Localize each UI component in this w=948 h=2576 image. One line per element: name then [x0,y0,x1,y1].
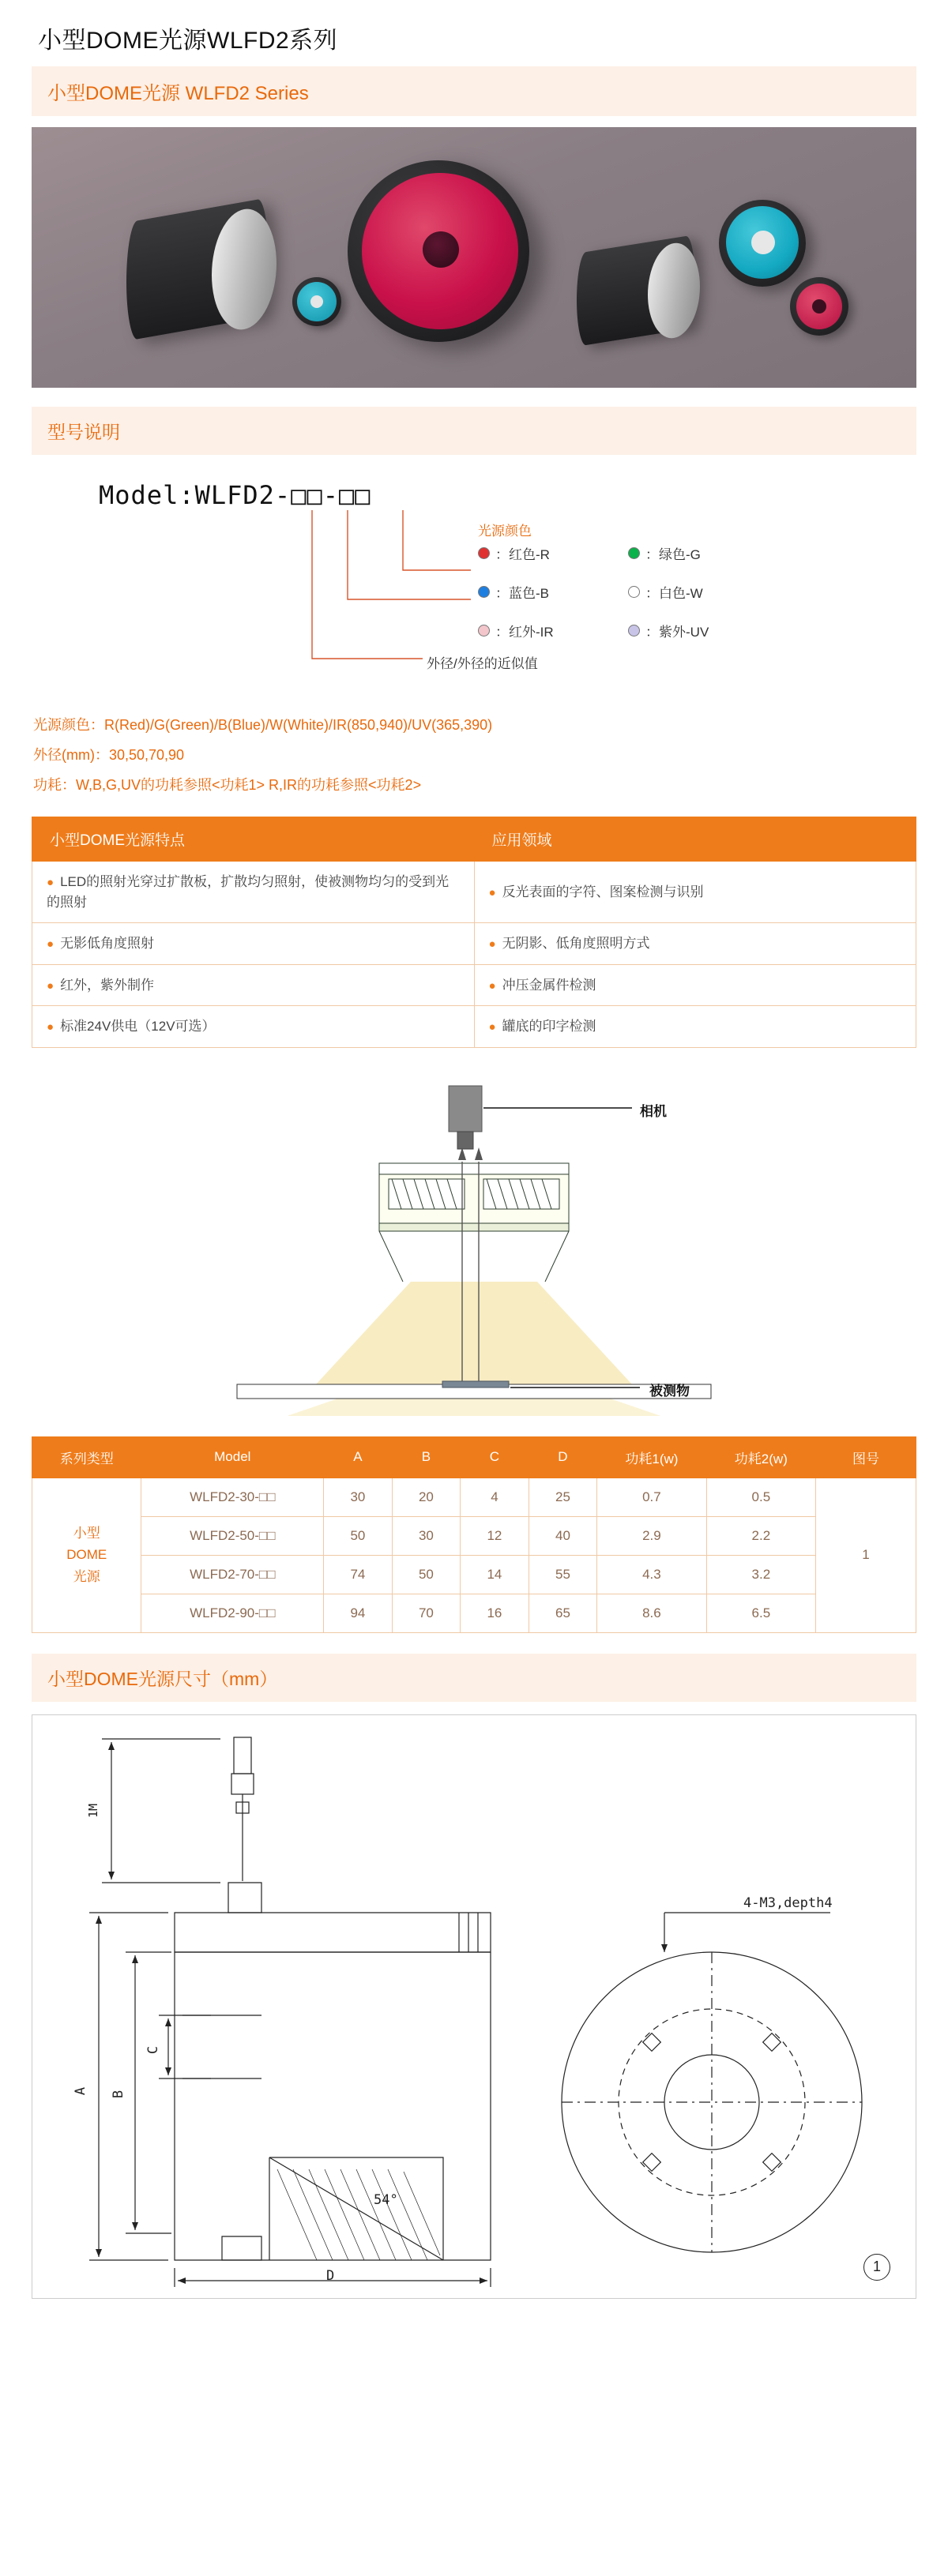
legend-item-green [628,543,778,563]
application-cell [474,1006,916,1048]
table-row [32,1555,916,1594]
outer-diameter-note: 外径/外径的近似值 [427,656,538,671]
value-d: 55 [529,1555,597,1594]
model-code: Model:WLFD2-□□-□□ [99,480,371,510]
legend-item-blue [478,582,628,602]
value-power2: 2.2 [706,1516,815,1555]
value-b: 70 [392,1594,461,1632]
value-power1: 0.7 [597,1478,706,1516]
application-cell [474,862,916,923]
value-b: 30 [392,1516,461,1555]
table-row [32,923,916,965]
bullet-icon: ● [47,937,55,951]
legend-label: ：白色-W [645,586,703,601]
dimension-drawing [32,1714,916,2299]
value-power1: 2.9 [597,1516,706,1555]
value-power2: 6.5 [706,1594,815,1632]
application-text: 无阴影、低角度照明方式 [502,936,650,951]
dim-label-b: B [111,2090,127,2098]
object-label: 被测物 [649,1383,690,1399]
features-header-left: 小型DOME光源特点 [32,817,475,862]
legend-label: ：红外-IR [495,625,554,640]
feature-cell [32,923,475,965]
feature-text: 无影低角度照射 [60,936,155,951]
series-line: 小型 [73,1526,100,1541]
col-d: D [529,1436,597,1478]
value-c: 4 [461,1478,529,1516]
table-header-row [32,817,916,862]
table-row [32,1478,916,1516]
page-title: 小型DOME光源WLFD2系列 [38,28,338,54]
spec-lines [32,709,916,799]
table-header-row [32,1436,916,1478]
legend-label: ：紫外-UV [645,625,709,640]
value-power1: 4.3 [597,1555,706,1594]
col-b: B [392,1436,461,1478]
feature-cell [32,862,475,923]
legend-item-white [628,582,778,602]
feature-text: 红外，紫外制作 [60,977,155,993]
figure-number-badge: 1 [863,2254,890,2281]
application-text: 罐底的印字检测 [502,1019,596,1034]
value-power2: 0.5 [706,1478,815,1516]
value-a: 74 [324,1555,393,1594]
model-band: 型号说明 [32,407,916,455]
col-a: A [324,1436,393,1478]
dim-label-c: C [145,2045,162,2054]
figure-number-cell: 1 [816,1478,916,1632]
value-c: 16 [461,1594,529,1632]
spec-line-diameter: 外径(mm)：30,50,70,90 [33,747,185,763]
table-row [32,862,916,923]
application-text: 冲压金属件检测 [502,977,596,993]
dim-label-d: D [326,2267,335,2284]
value-d: 25 [529,1478,597,1516]
feature-cell [32,1006,475,1048]
dim-label-1m: 1M [86,1803,101,1818]
color-dot-blue [478,586,490,598]
series-type-cell [32,1478,141,1632]
application-text: 反光表面的字符、图案检测与识别 [502,884,704,899]
legend-label: ：绿色-G [645,547,701,562]
feature-text: 标准24V供电（12V可选） [60,1019,216,1034]
camera-label: 相机 [640,1103,667,1119]
series-line: 光源 [73,1568,100,1584]
color-dot-green [628,547,640,559]
color-dot-ir [478,625,490,636]
feature-text: LED的照射光穿过扩散板，扩散均匀照射，使被测物均匀的受到光的照射 [47,874,450,910]
table-row [32,1006,916,1048]
model-cell: WLFD2-90-□□ [141,1594,324,1632]
col-figure: 图号 [816,1436,916,1478]
color-dot-uv [628,625,640,636]
application-cell [474,964,916,1006]
table-row [32,1594,916,1632]
specifications-table [32,1436,916,1633]
spec-line-color: 光源颜色：R(Red)/G(Green)/B(Blue)/W(White)/IR(850,940)/UV(365,390) [33,717,493,733]
bullet-icon: ● [488,1020,496,1034]
model-cell: WLFD2-70-□□ [141,1555,324,1594]
value-a: 94 [324,1594,393,1632]
bullet-icon: ● [488,978,496,993]
bullet-icon: ● [47,978,55,993]
model-cell: WLFD2-50-□□ [141,1516,324,1555]
legend-label: ：蓝色-B [495,586,549,601]
col-series-type: 系列类型 [32,1436,141,1478]
dim-label-thread: 4-M3,depth4 [743,1894,833,1911]
value-b: 20 [392,1478,461,1516]
legend-title: 光源颜色 [478,524,532,539]
col-c: C [461,1436,529,1478]
model-decoder [32,469,916,706]
features-table [32,817,916,1048]
value-a: 30 [324,1478,393,1516]
dim-label-angle: 54° [374,2191,398,2208]
feature-cell [32,964,475,1006]
legend-label: ：红色-R [495,547,550,562]
color-legend [478,543,778,640]
bullet-icon: ● [488,885,496,899]
value-c: 12 [461,1516,529,1555]
bullet-icon: ● [47,876,55,889]
bullet-icon: ● [47,1020,55,1034]
diagram-svg [32,1068,916,1416]
value-b: 50 [392,1555,461,1594]
value-c: 14 [461,1555,529,1594]
color-dot-white [628,586,640,598]
dim-label-a: A [73,2086,89,2095]
spec-line-power: 功耗：W,B,G,UV的功耗参照<功耗1> R,IR的功耗参照<功耗2> [33,777,422,793]
application-cell [474,923,916,965]
col-power2: 功耗2(w) [706,1436,815,1478]
dimension-band: 小型DOME光源尺寸（mm） [32,1654,916,1702]
value-a: 50 [324,1516,393,1555]
value-d: 40 [529,1516,597,1555]
series-line: DOME [66,1547,107,1563]
color-dot-red [478,547,490,559]
dimension-svg [32,1715,916,2298]
legend-item-red [478,543,628,563]
product-photo [32,127,916,388]
legend-item-ir [478,621,628,640]
bullet-icon: ● [488,937,496,951]
series-band: 小型DOME光源 WLFD2 Series [32,66,916,116]
value-power1: 8.6 [597,1594,706,1632]
value-d: 65 [529,1594,597,1632]
col-power1: 功耗1(w) [597,1436,706,1478]
legend-item-uv [628,621,778,640]
table-row [32,1516,916,1555]
model-cell: WLFD2-30-□□ [141,1478,324,1516]
value-power2: 3.2 [706,1555,815,1594]
lighting-principle-diagram [32,1068,916,1416]
features-header-right: 应用领域 [474,817,916,862]
table-row [32,964,916,1006]
col-model: Model [141,1436,324,1478]
